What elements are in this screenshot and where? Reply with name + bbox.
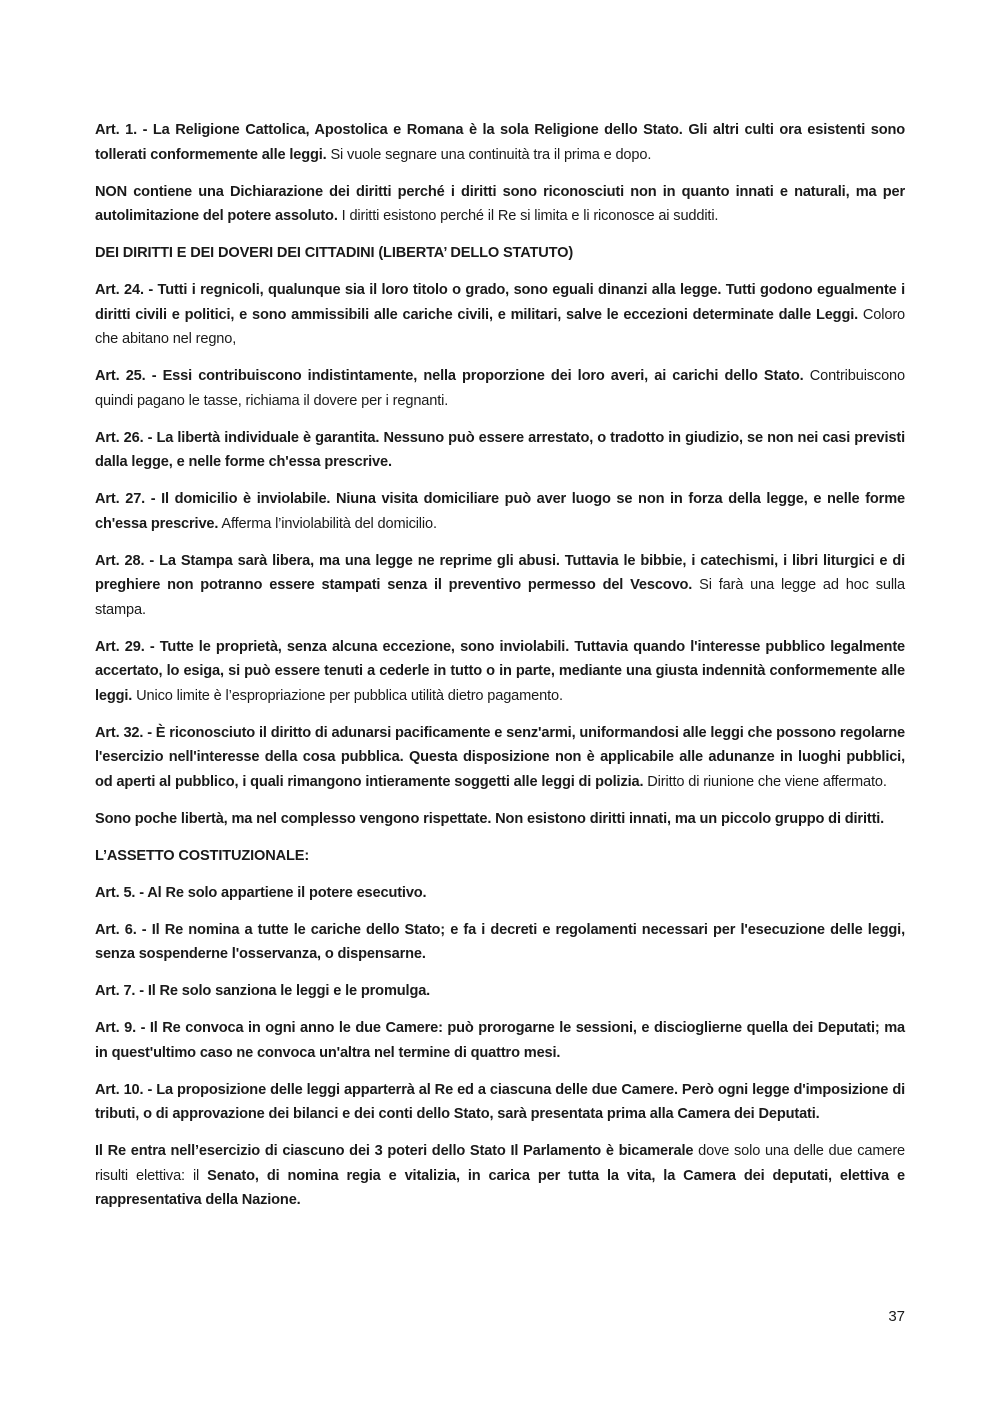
paragraph-note-text: Diritto di riunione che viene affermato. (643, 773, 887, 790)
paragraph-note-text: Unico limite è l’espropriazione per pubblica utilità dietro pagamento. (132, 687, 563, 704)
paragraph-bold-text: Art. 9. - Il Re convoca in ogni anno le due Camere: può prorogarne le sessioni, e discioglierne quella dei Deputati; ma in quest'ultimo caso ne convoca un'altra nel termine di quattro mesi. (95, 1020, 905, 1061)
paragraph-bold-text: Art. 27. - Il domicilio è inviolabile. Niuna visita domiciliare può aver luogo se non in forza della legge, e nelle forme ch'essa prescrive. (95, 491, 905, 532)
paragraph-bold-text: Art. 7. - Il Re solo sanziona le leggi e le promulga. (95, 983, 431, 999)
paragraph-bold-text: Art. 6. - Il Re nomina a tutte le cariche dello Stato; e fa i decreti e regolamenti necessari per l'esecuzione delle leggi, senza sospenderne l'osservanza, o dispensarne. (95, 921, 905, 962)
paragraph-poche-liberta (95, 807, 905, 832)
paragraph-note-text: I diritti esistono perché il Re si limita e li riconosce ai sudditi. (337, 208, 719, 224)
paragraph-bold-text: Art. 24. - Tutti i regnicoli, qualunque sia il loro titolo o grado, sono eguali dinanzi alla legge. Tutti godono egualmente i diritti civili e politici, e sono ammissibili alle cariche civili, e militari, salve le eccezioni determinate dalle Leggi. (95, 282, 905, 323)
paragraph-bold-text: Senato, di nomina regia e vitalizia, in carica per tutta la vita, la Camera dei deputati, elettiva e rappresentativa della Nazione. (95, 1167, 905, 1208)
paragraph-note-text: Contribuiscono quindi pagano le tasse, richiama il dovere per i regnanti. (95, 368, 905, 409)
document-page (95, 118, 905, 1225)
paragraph-art-10 (95, 1078, 905, 1127)
section-heading-assetto (95, 844, 905, 869)
paragraph-note-text: Si vuole segnare una continuità tra il prima e dopo. (326, 146, 652, 163)
section-heading-text: L’ASSETTO COSTITUZIONALE: (95, 847, 310, 864)
paragraph-art-5 (95, 881, 905, 906)
paragraph-note-text: Coloro che abitano nel regno, (95, 306, 905, 347)
paragraph-bold-text: Art. 10. - La proposizione delle leggi apparterrà al Re ed a ciascuna delle due Camere. Però ogni legge d'imposizione di tributi, o di approvazione dei bilanci e dei conti dello Stato, sarà presentata prima alla Camera dei Deputati. (95, 1081, 905, 1122)
paragraph-art-24 (95, 278, 905, 352)
paragraph-art-27 (95, 487, 905, 536)
paragraph-art-29 (95, 635, 905, 709)
paragraph-parlamento (95, 1139, 905, 1213)
paragraph-bold-text: Art. 26. - La libertà individuale è garantita. Nessuno può essere arrestato, o tradotto in giudizio, se non nei casi previsti dalla legge, e nelle forme ch'essa prescrive. (95, 429, 905, 470)
paragraph-bold-text: Art. 32. - È riconosciuto il diritto di adunarsi pacificamente e senz'armi, uniformandosi alle leggi che possono regolarne l'esercizio nell'interesse della cosa pubblica. Questa disposizione non è applicabile alle adunanze in luoghi pubblici, od aperti al pubblico, i quali rimangono intieramente soggetti alle leggi di polizia. (95, 724, 905, 790)
page-number: 37 (888, 1308, 905, 1325)
paragraph-art-9 (95, 1016, 905, 1065)
section-heading-text: DEI DIRITTI E DEI DOVERI DEI CITTADINI (LIBERTA’ DELLO STATUTO) (95, 245, 574, 261)
paragraph-art-25 (95, 364, 905, 413)
paragraph-dichiarazione (95, 180, 905, 229)
paragraph-bold-text: Art. 28. - La Stampa sarà libera, ma una legge ne reprime gli abusi. Tuttavia le bibbie, i catechismi, i libri liturgici e di preghiere non potranno essere stampati senza il preventivo permesso del Vescovo. (95, 552, 905, 593)
paragraph-bold-text: Art. 25. - Essi contribuiscono indistintamente, nella proporzione dei loro averi, ai carichi dello Stato. (95, 368, 804, 384)
paragraph-bold-text: Art. 5. - Al Re solo appartiene il potere esecutivo. (95, 884, 427, 901)
paragraph-note-text: Si farà una legge ad hoc sulla stampa. (95, 577, 905, 618)
section-heading-diritti-doveri (95, 241, 905, 266)
paragraph-bold-text: Sono poche libertà, ma nel complesso vengono rispettate. Non esistono diritti innati, ma un piccolo gruppo di diritti. (95, 810, 885, 827)
paragraph-art-32 (95, 721, 905, 795)
paragraph-art-6 (95, 918, 905, 967)
paragraph-art-26 (95, 426, 905, 475)
paragraph-bold-text: Il Re entra nell’esercizio di ciascuno dei 3 poteri dello Stato Il Parlamento è bicamerale (95, 1143, 694, 1159)
paragraph-note-text: Afferma l’inviolabilità del domicilio. (218, 515, 437, 532)
paragraph-art-1 (95, 118, 905, 167)
paragraph-bold-text: Art. 29. - Tutte le proprietà, senza alcuna eccezione, sono inviolabili. Tuttavia quando l'interesse pubblico legalmente accertato, lo esiga, si può essere tenuti a cederle in tutto o in parte, mediante una giusta indennità conformemente alle leggi. (95, 638, 905, 704)
paragraph-art-28 (95, 549, 905, 623)
paragraph-bold-text: Art. 1. - La Religione Cattolica, Apostolica e Romana è la sola Religione dello Stato. Gli altri culti ora esistenti sono tollerati conformemente alle leggi. (95, 122, 905, 163)
paragraph-note-text: dove solo una delle due camere risulti elettiva: il (95, 1143, 906, 1184)
paragraph-art-7 (95, 979, 905, 1004)
paragraph-bold-text: NON contiene una Dichiarazione dei diritti perché i diritti sono riconosciuti non in quanto innati e naturali, ma per autolimitazione del potere assoluto. (95, 183, 905, 224)
